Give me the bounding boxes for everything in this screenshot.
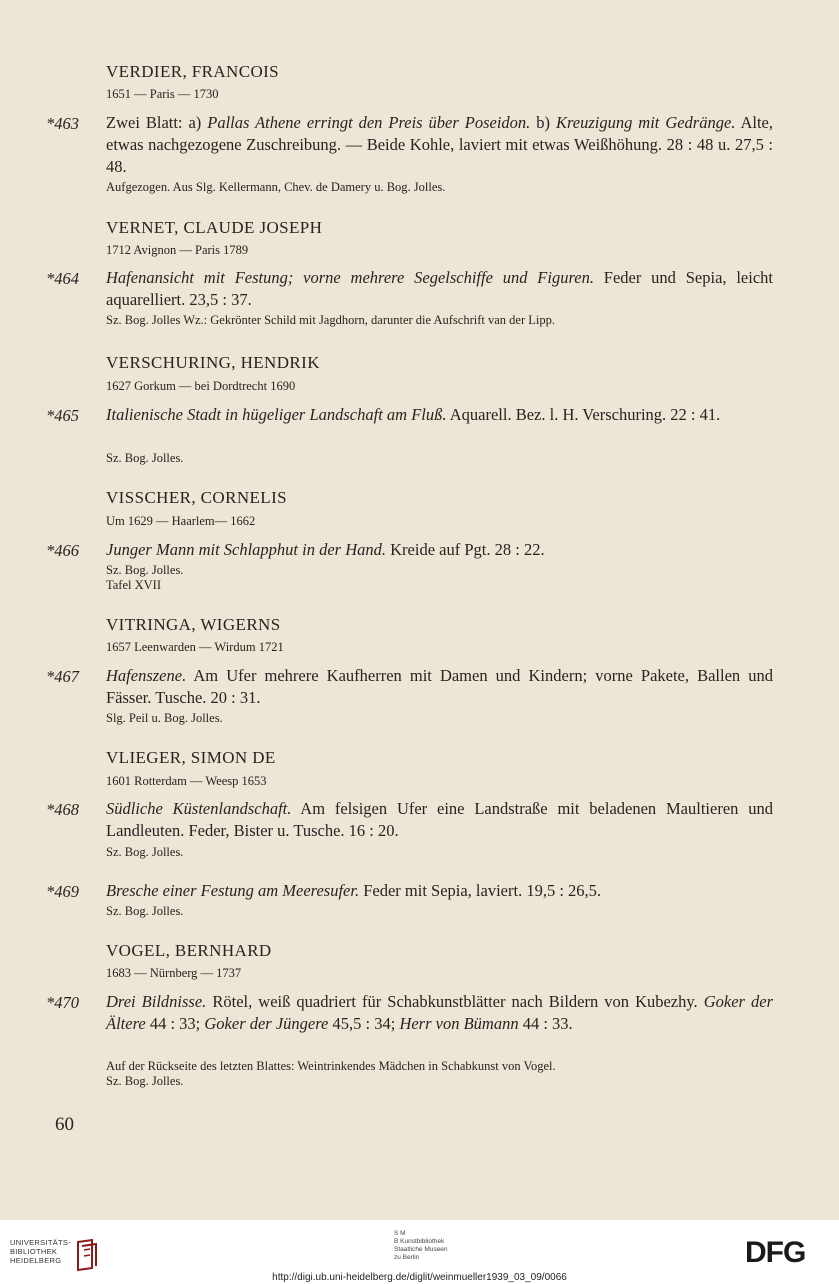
italic-title-fragment: Drei Bildnisse. — [106, 992, 207, 1011]
lot-note: Sz. Bog. Jolles Wz.: Gekrönter Schild mit Jagdhorn, darunter die Aufschrift van der Lipp. — [106, 313, 555, 327]
lot-number: *463 — [46, 114, 79, 133]
lot-number: *467 — [46, 667, 79, 686]
italic-title-fragment: Goker der Ältere — [106, 992, 774, 1033]
text-fragment: Feder mit Sepia, laviert. 19,5 : 26,5. — [359, 881, 602, 900]
lot-note: Aufgezogen. Aus Slg. Kellermann, Chev. de Damery u. Bog. Jolles. — [106, 180, 446, 194]
lot-description — [106, 665, 773, 709]
lot-note: Sz. Bog. Jolles. — [106, 904, 184, 918]
lot-note: Auf der Rückseite des letzten Blattes: Weintrinkendes Mädchen in Schabkunst von Vogel. — [106, 1059, 556, 1073]
university-library-logo[interactable] — [10, 1238, 71, 1265]
italic-title-fragment: Kreuzigung mit Gedränge. — [555, 113, 736, 132]
lot-number: *468 — [46, 800, 79, 819]
artist-name: VERDIER, FRANCOIS — [106, 62, 280, 81]
text-fragment: 44 : 33; — [145, 1014, 205, 1033]
library-line: UNIVERSITÄTS- — [10, 1238, 71, 1247]
text-fragment: 45,5 : 34; — [328, 1014, 400, 1033]
museum-line: B Kunstbibliothek — [394, 1238, 445, 1245]
lot-number: *469 — [46, 882, 79, 901]
plate-reference: Tafel XVII — [106, 578, 161, 592]
italic-title-fragment: Italienische Stadt in hügeliger Landschaft am Fluß. — [106, 405, 447, 424]
text-fragment: Kreide auf Pgt. 28 : 22. — [386, 540, 545, 559]
lot-note: Slg. Peil u. Bog. Jolles. — [106, 711, 223, 725]
lot-number: *465 — [46, 406, 79, 425]
lot-description — [106, 267, 773, 311]
italic-title-fragment: Hafenszene. — [106, 666, 187, 685]
artist-dates: 1683 — Nürnberg — 1737 — [106, 966, 242, 980]
museum-line: Staatliche Museen — [394, 1246, 448, 1253]
text-fragment: Feder und Sepia, leicht aquarelliert. 23,5 : 37. — [106, 268, 773, 309]
library-line: HEIDELBERG — [10, 1256, 62, 1265]
museum-line: zu Berlin — [394, 1254, 420, 1261]
text-fragment: b) — [530, 113, 556, 132]
lot-note: Sz. Bog. Jolles. — [106, 845, 184, 859]
artist-name: VOGEL, BERNHARD — [106, 941, 272, 960]
viewer-footer — [0, 1220, 839, 1284]
lot-note: Sz. Bog. Jolles. — [106, 1074, 184, 1088]
text-fragment: Aquarell. Bez. l. H. Verschuring. 22 : 41. — [446, 405, 721, 424]
artist-name: VERNET, CLAUDE JOSEPH — [106, 218, 323, 237]
lot-description — [106, 539, 773, 561]
italic-title-fragment: Bresche einer Festung am Meeresufer. — [106, 881, 360, 900]
page-number: 60 — [55, 1114, 74, 1135]
text-fragment: Rötel, weiß quadriert für Schabkunstblätter nach Bildern von Kubezhy. — [206, 992, 704, 1011]
artist-name: VERSCHURING, HENDRIK — [106, 353, 320, 372]
dfg-logo[interactable]: DFG — [745, 1236, 806, 1269]
lot-description — [106, 880, 773, 902]
permalink-url[interactable]: http://digi.ub.uni-heidelberg.de/diglit/weinmueller1939_03_09/0066 — [272, 1272, 567, 1283]
artist-dates: 1657 Leenwarden — Wirdum 1721 — [106, 640, 284, 654]
italic-title-fragment: Pallas Athene erringt den Preis über Poseidon. — [207, 113, 531, 132]
lot-number: *470 — [46, 993, 79, 1012]
artist-dates: 1627 Gorkum — bei Dordtrecht 1690 — [106, 379, 296, 393]
lot-description — [106, 798, 773, 842]
museum-line: S M — [394, 1230, 406, 1237]
text-fragment: Am felsigen Ufer eine Landstraße mit beladenen Maultieren und Landleuten. Feder, Bister u. Tusche. 16 : 20. — [106, 799, 773, 840]
italic-title-fragment: Goker der Jüngere — [204, 1014, 329, 1033]
library-line: BIBLIOTHEK — [10, 1247, 58, 1256]
text-fragment: Alte, etwas nachgezogene Zuschreibung. — Beide Kohle, laviert mit etwas Weißhöhung. 28 : 48 u. 27,5 : 48. — [106, 113, 774, 176]
lot-note: Sz. Bog. Jolles. — [106, 563, 184, 577]
lot-description — [106, 404, 773, 426]
lot-number: *464 — [46, 269, 79, 288]
text-fragment: Am Ufer mehrere Kaufherren mit Damen und Kindern; vorne Pakete, Ballen und Fässer. Tusche. 20 : 31. — [106, 666, 773, 707]
lot-number: *466 — [46, 541, 79, 560]
lot-note: Sz. Bog. Jolles. — [106, 451, 184, 465]
text-fragment: Zwei Blatt: a) — [106, 113, 208, 132]
artist-name: VISSCHER, CORNELIS — [106, 488, 288, 507]
museum-logo[interactable] — [394, 1230, 447, 1262]
artist-name: VLIEGER, SIMON DE — [106, 748, 276, 767]
lot-description — [106, 991, 773, 1035]
library-seal-icon — [72, 1238, 102, 1272]
italic-title-fragment: Junger Mann mit Schlapphut in der Hand. — [106, 540, 387, 559]
artist-dates: 1712 Avignon — Paris 1789 — [106, 243, 249, 257]
italic-title-fragment: Herr von Bümann — [399, 1014, 519, 1033]
italic-title-fragment: Hafenansicht mit Festung; vorne mehrere Segelschiffe und Figuren. — [106, 268, 594, 287]
artist-name: VITRINGA, WIGERNS — [106, 615, 281, 634]
artist-dates: 1601 Rotterdam — Weesp 1653 — [106, 774, 267, 788]
artist-dates: Um 1629 — Haarlem— 1662 — [106, 514, 256, 528]
artist-dates: 1651 — Paris — 1730 — [106, 87, 219, 101]
lot-description — [106, 112, 773, 178]
italic-title-fragment: Südliche Küstenlandschaft. — [106, 799, 292, 818]
text-fragment: 44 : 33. — [518, 1014, 573, 1033]
